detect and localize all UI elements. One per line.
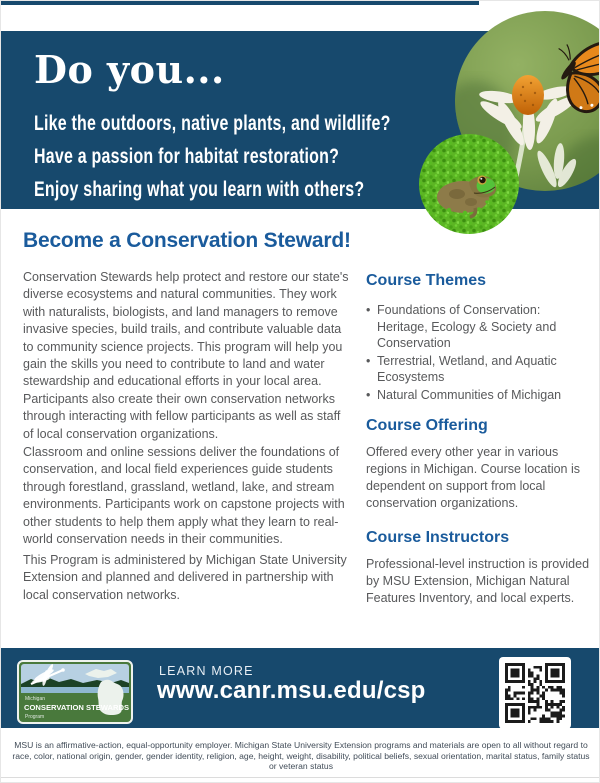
photo-green-frog-in-duckweed (419, 134, 519, 234)
main-heading: Become a Conservation Steward! (23, 229, 351, 252)
qr-code (499, 657, 571, 729)
body-paragraph-1: Conservation Stewards help protect and restore our state's diverse ecosystems and natural communities. They work with naturalists, biologists, and land managers to remove invasive species, build trails, and contribute valuable data to community science projects. This program will help you gain the skills you need to contribute to land and water stewardship and educational efforts in your local area. Participants also create their own conservation networks through interacting with fellow participants as well as staff of local conservation organizations. (23, 270, 349, 441)
header-question-1: Like the outdoors, native plants, and wildlife? (34, 112, 391, 135)
course-themes-list (366, 302, 590, 403)
logo-illustration (17, 660, 133, 724)
course-themes-heading: Course Themes (366, 272, 487, 289)
header-question-3: Enjoy sharing what you learn with others? (34, 178, 365, 201)
course-offering-heading: Course Offering (366, 417, 488, 434)
conservation-stewards-logo (17, 660, 133, 729)
course-theme-item-3: • Natural Communities of Michigan (366, 387, 590, 404)
disclaimer-text: MSU is an affirmative-action, equal-opportunity employer. Michigan State University Extension programs and materials are open to all without regard to race, color, national origin, gender, gender identity, religion, age, height, weight, disability, political beliefs, sexual orientation, marital status, family status or veteran status (12, 740, 590, 772)
course-theme-item-2: • Terrestrial, Wetland, and Aquatic Ecosystems (366, 353, 590, 386)
logo-program-label: Program (25, 714, 45, 720)
header-title: Do you... (34, 47, 225, 92)
course-theme-item-1: • Foundations of Conservation: Heritage, Ecology & Society and Conservation (366, 302, 590, 352)
body-paragraph-3: This Program is administered by Michigan State University Extension and planned and delivered in partnership with local conservation networks. (23, 553, 347, 602)
section-course-instructors (366, 529, 590, 605)
top-accent-strip (1, 1, 479, 5)
footer-url-link[interactable]: www.canr.msu.edu/csp (157, 677, 426, 704)
logo-region-label: Michigan (25, 696, 46, 702)
qr-code-icon (505, 663, 565, 723)
logo-name-label: CONSERVATION STEWARDS (24, 703, 130, 712)
body-paragraph-2: Classroom and online sessions deliver the foundations of conservation, and local field experiences guide students through forestland, grassland, wetland, lake, and stream environments. Participants work on capstone projects with other students to help them apply what they learn to real-world conservation needs in their communities. (23, 445, 345, 547)
page-bottom-rule (1, 777, 600, 778)
course-instructors-body: Professional-level instruction is provided by MSU Extension, Michigan Natural Features Inventory, and local experts. (366, 557, 590, 605)
course-offering-body: Offered every other year in various regions in Michigan. Course location is dependent on support from local conservation organizations. (366, 445, 580, 510)
section-course-themes (366, 272, 590, 402)
header-questions (34, 107, 391, 206)
frog-photo-illustration (419, 134, 519, 234)
learn-more-label: LEARN MORE (159, 664, 254, 678)
header-question-2: Have a passion for habitat restoration? (34, 145, 340, 168)
section-course-offering (366, 417, 590, 510)
course-instructors-heading: Course Instructors (366, 529, 510, 546)
